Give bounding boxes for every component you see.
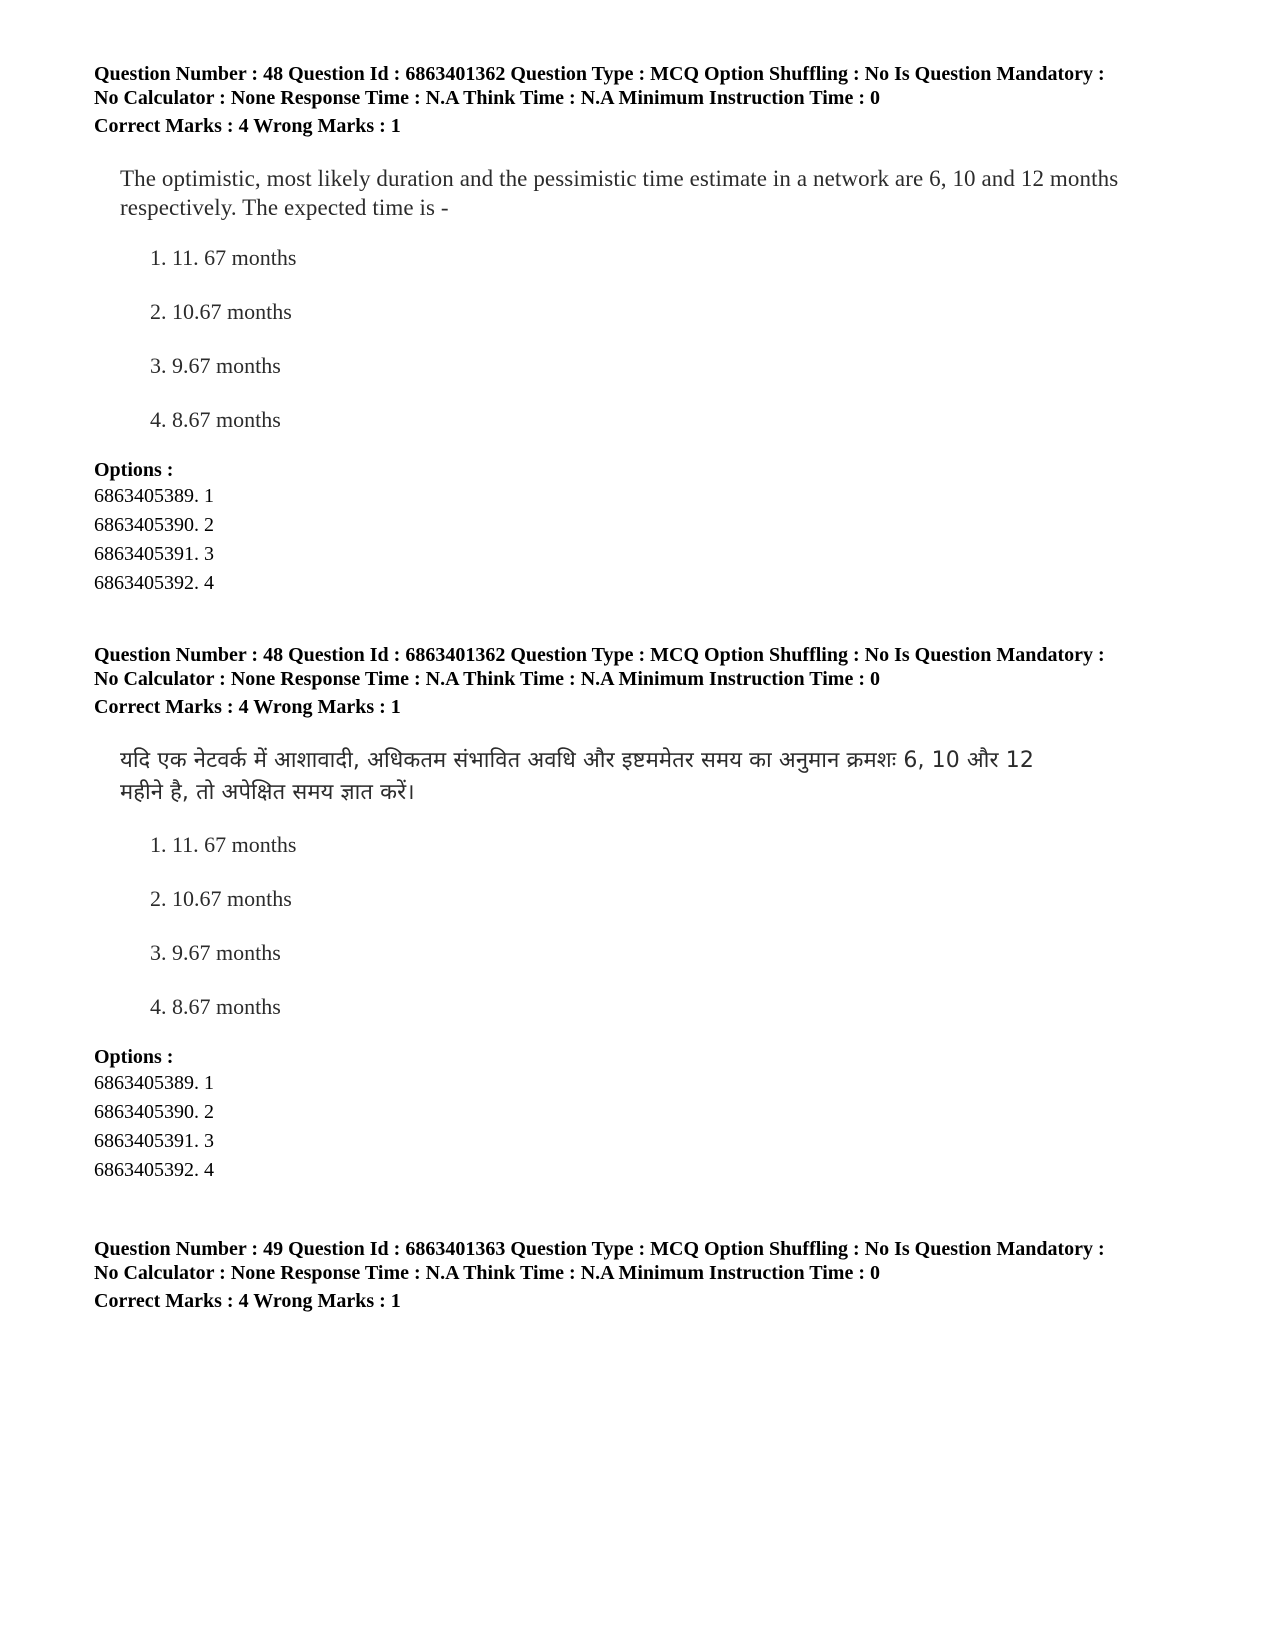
option-id-4: 6863405392. 4: [94, 572, 214, 594]
answer-choice-1: 1. 11. 67 months: [150, 245, 297, 270]
question-content: [120, 164, 1170, 434]
answer-choice-2: 2. 10.67 months: [150, 886, 292, 911]
option-id-1: 6863405389. 1: [94, 485, 214, 507]
question-marks: Correct Marks : 4 Wrong Marks : 1: [94, 115, 401, 137]
options-title: Options :: [94, 1046, 174, 1068]
answer-choice-3: 3. 9.67 months: [150, 940, 281, 965]
question-block-49: [94, 1237, 1214, 1313]
answer-choice-4: 4. 8.67 months: [150, 994, 281, 1019]
question-stem-line-1: यदि एक नेटवर्क में आशावादी, अधिकतम संभावित अवधि और इष्टममेतर समय का अनुमान क्रमशः 6, 10 और 12: [120, 748, 1034, 773]
question-meta-line-2: No Calculator : None Response Time : N.A Think Time : N.A Minimum Instruction Time : 0: [94, 1262, 880, 1284]
question-meta-line-1: Question Number : 48 Question Id : 6863401362 Question Type : MCQ Option Shuffling : No Is Question Mandatory :: [94, 63, 1105, 85]
option-id-2: 6863405390. 2: [94, 1101, 214, 1123]
answer-choice-4: 4. 8.67 months: [150, 407, 281, 432]
question-meta-line-2: No Calculator : None Response Time : N.A Think Time : N.A Minimum Instruction Time : 0: [94, 668, 880, 690]
question-marks: Correct Marks : 4 Wrong Marks : 1: [94, 696, 401, 718]
option-id-1: 6863405389. 1: [94, 1072, 214, 1094]
question-marks: Correct Marks : 4 Wrong Marks : 1: [94, 1290, 401, 1312]
question-stem-line-1: The optimistic, most likely duration and the pessimistic time estimate in a network are 6, 10 and 12 months: [120, 166, 1119, 191]
question-block-48-en: [94, 62, 1214, 598]
option-id-3: 6863405391. 3: [94, 543, 214, 565]
question-stem-line-2: respectively. The expected time is -: [120, 195, 449, 220]
answer-choices: [120, 831, 1170, 1021]
answer-choice-2: 2. 10.67 months: [150, 299, 292, 324]
question-meta-line-1: Question Number : 49 Question Id : 6863401363 Question Type : MCQ Option Shuffling : No Is Question Mandatory :: [94, 1238, 1105, 1260]
answer-choice-3: 3. 9.67 months: [150, 353, 281, 378]
answer-choice-1: 1. 11. 67 months: [150, 832, 297, 857]
option-id-3: 6863405391. 3: [94, 1130, 214, 1152]
answer-choices: [120, 244, 1170, 434]
option-id-2: 6863405390. 2: [94, 514, 214, 536]
question-meta-line-1: Question Number : 48 Question Id : 6863401362 Question Type : MCQ Option Shuffling : No Is Question Mandatory :: [94, 644, 1105, 666]
question-block-48-hi: [94, 643, 1214, 1185]
option-id-4: 6863405392. 4: [94, 1159, 214, 1181]
options-title: Options :: [94, 459, 174, 481]
question-content: [120, 745, 1170, 1021]
question-stem-line-2: महीने है, तो अपेक्षित समय ज्ञात करें।: [120, 780, 415, 805]
question-meta-line-2: No Calculator : None Response Time : N.A Think Time : N.A Minimum Instruction Time : 0: [94, 87, 880, 109]
